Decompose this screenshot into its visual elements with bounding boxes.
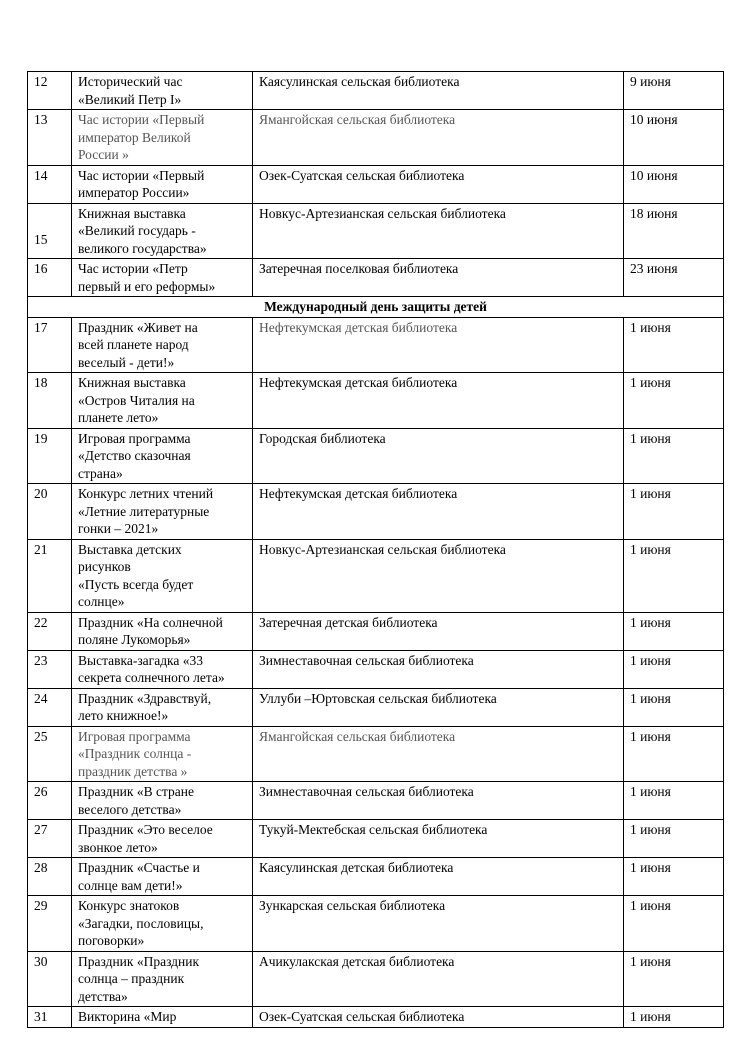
event-title: Праздник «Счастье и солнце вам дети!» <box>72 858 253 896</box>
library-name: Новкус-Артезианская сельская библиотека <box>253 203 624 259</box>
event-date: 1 июня <box>624 373 724 429</box>
table-row <box>28 820 724 858</box>
table-row <box>28 165 724 203</box>
table-row <box>28 1007 724 1028</box>
event-title: Книжная выставка «Великий государь - великого государства» <box>72 203 253 259</box>
event-date: 1 июня <box>624 484 724 540</box>
row-number: 13 <box>28 110 72 166</box>
library-name: Зимнеставочная сельская библиотека <box>253 782 624 820</box>
event-title: Час истории «Первый император России» <box>72 165 253 203</box>
event-title: Выставка-загадка «33 секрета солнечного лета» <box>72 650 253 688</box>
event-date: 9 июня <box>624 72 724 110</box>
library-name: Нефтекумская детская библиотека <box>253 484 624 540</box>
table-row <box>28 539 724 612</box>
event-title: Час истории «Первый император Великой России » <box>72 110 253 166</box>
library-name: Затеречная поселковая библиотека <box>253 259 624 297</box>
event-date: 1 июня <box>624 688 724 726</box>
section-header-row <box>28 297 724 318</box>
library-name: Городская библиотека <box>253 428 624 484</box>
table-row <box>28 428 724 484</box>
event-date: 1 июня <box>624 612 724 650</box>
event-title: Час истории «Петр первый и его реформы» <box>72 259 253 297</box>
row-number: 14 <box>28 165 72 203</box>
table-row <box>28 782 724 820</box>
table-row <box>28 317 724 373</box>
table-row <box>28 259 724 297</box>
table-row <box>28 951 724 1007</box>
library-name: Озек-Суатская сельская библиотека <box>253 165 624 203</box>
row-number: 16 <box>28 259 72 297</box>
event-title: Исторический час «Великий Петр I» <box>72 72 253 110</box>
table-row <box>28 203 724 259</box>
row-number: 24 <box>28 688 72 726</box>
event-date: 18 июня <box>624 203 724 259</box>
event-date: 1 июня <box>624 539 724 612</box>
table-row <box>28 650 724 688</box>
event-title: Праздник «На солнечной поляне Лукоморья» <box>72 612 253 650</box>
event-date: 23 июня <box>624 259 724 297</box>
library-name: Ачикулакская детская библиотека <box>253 951 624 1007</box>
library-name: Новкус-Артезианская сельская библиотека <box>253 539 624 612</box>
event-title: Конкурс летних чтений «Летние литературные гонки – 2021» <box>72 484 253 540</box>
event-date: 10 июня <box>624 165 724 203</box>
row-number: 26 <box>28 782 72 820</box>
table-row <box>28 688 724 726</box>
events-table <box>27 71 724 1028</box>
event-date: 1 июня <box>624 1007 724 1028</box>
library-name: Каясулинская сельская библиотека <box>253 72 624 110</box>
event-date: 1 июня <box>624 951 724 1007</box>
table-row <box>28 858 724 896</box>
event-title: Викторина «Мир <box>72 1007 253 1028</box>
event-title: Праздник «Здравствуй, лето книжное!» <box>72 688 253 726</box>
library-name: Нефтекумская детская библиотека <box>253 317 624 373</box>
event-date: 1 июня <box>624 820 724 858</box>
library-name: Зимнеставочная сельская библиотека <box>253 650 624 688</box>
library-name: Зункарская сельская библиотека <box>253 896 624 952</box>
event-title: Выставка детских рисунков «Пусть всегда будет солнце» <box>72 539 253 612</box>
row-number: 28 <box>28 858 72 896</box>
library-name: Ямангойская сельская библиотека <box>253 726 624 782</box>
library-name: Тукуй-Мектебская сельская библиотека <box>253 820 624 858</box>
library-name: Нефтекумская детская библиотека <box>253 373 624 429</box>
row-number: 31 <box>28 1007 72 1028</box>
event-title: Игровая программа «Праздник солнца - праздник детства » <box>72 726 253 782</box>
row-number: 27 <box>28 820 72 858</box>
event-date: 10 июня <box>624 110 724 166</box>
event-title: Праздник «Живет на всей планете народ веселый - дети!» <box>72 317 253 373</box>
library-name: Озек-Суатская сельская библиотека <box>253 1007 624 1028</box>
event-date: 1 июня <box>624 726 724 782</box>
event-title: Книжная выставка «Остров Читалия на планете лето» <box>72 373 253 429</box>
section-title: Международный день защиты детей <box>28 297 724 318</box>
row-number: 29 <box>28 896 72 952</box>
event-title: Праздник «Праздник солнца – праздник детства» <box>72 951 253 1007</box>
table-row <box>28 896 724 952</box>
event-title: Игровая программа «Детство сказочная страна» <box>72 428 253 484</box>
event-title: Праздник «Это веселое звонкое лето» <box>72 820 253 858</box>
table-row <box>28 484 724 540</box>
library-name: Ямангойская сельская библиотека <box>253 110 624 166</box>
library-name: Уллуби –Юртовская сельская библиотека <box>253 688 624 726</box>
table-row <box>28 612 724 650</box>
row-number: 17 <box>28 317 72 373</box>
row-number: 12 <box>28 72 72 110</box>
row-number: 25 <box>28 726 72 782</box>
table-row <box>28 72 724 110</box>
table-row <box>28 373 724 429</box>
event-date: 1 июня <box>624 650 724 688</box>
table-row <box>28 110 724 166</box>
row-number: 20 <box>28 484 72 540</box>
table-row <box>28 726 724 782</box>
row-number: 18 <box>28 373 72 429</box>
row-number: 22 <box>28 612 72 650</box>
row-number: 21 <box>28 539 72 612</box>
event-date: 1 июня <box>624 782 724 820</box>
library-name: Затеречная детская библиотека <box>253 612 624 650</box>
event-date: 1 июня <box>624 317 724 373</box>
row-number: 19 <box>28 428 72 484</box>
row-number: 30 <box>28 951 72 1007</box>
library-name: Каясулинская детская библиотека <box>253 858 624 896</box>
event-date: 1 июня <box>624 858 724 896</box>
row-number: 23 <box>28 650 72 688</box>
event-date: 1 июня <box>624 428 724 484</box>
event-title: Праздник «В стране веселого детства» <box>72 782 253 820</box>
event-title: Конкурс знатоков «Загадки, пословицы, поговорки» <box>72 896 253 952</box>
event-date: 1 июня <box>624 896 724 952</box>
row-number: 15 <box>28 203 72 259</box>
